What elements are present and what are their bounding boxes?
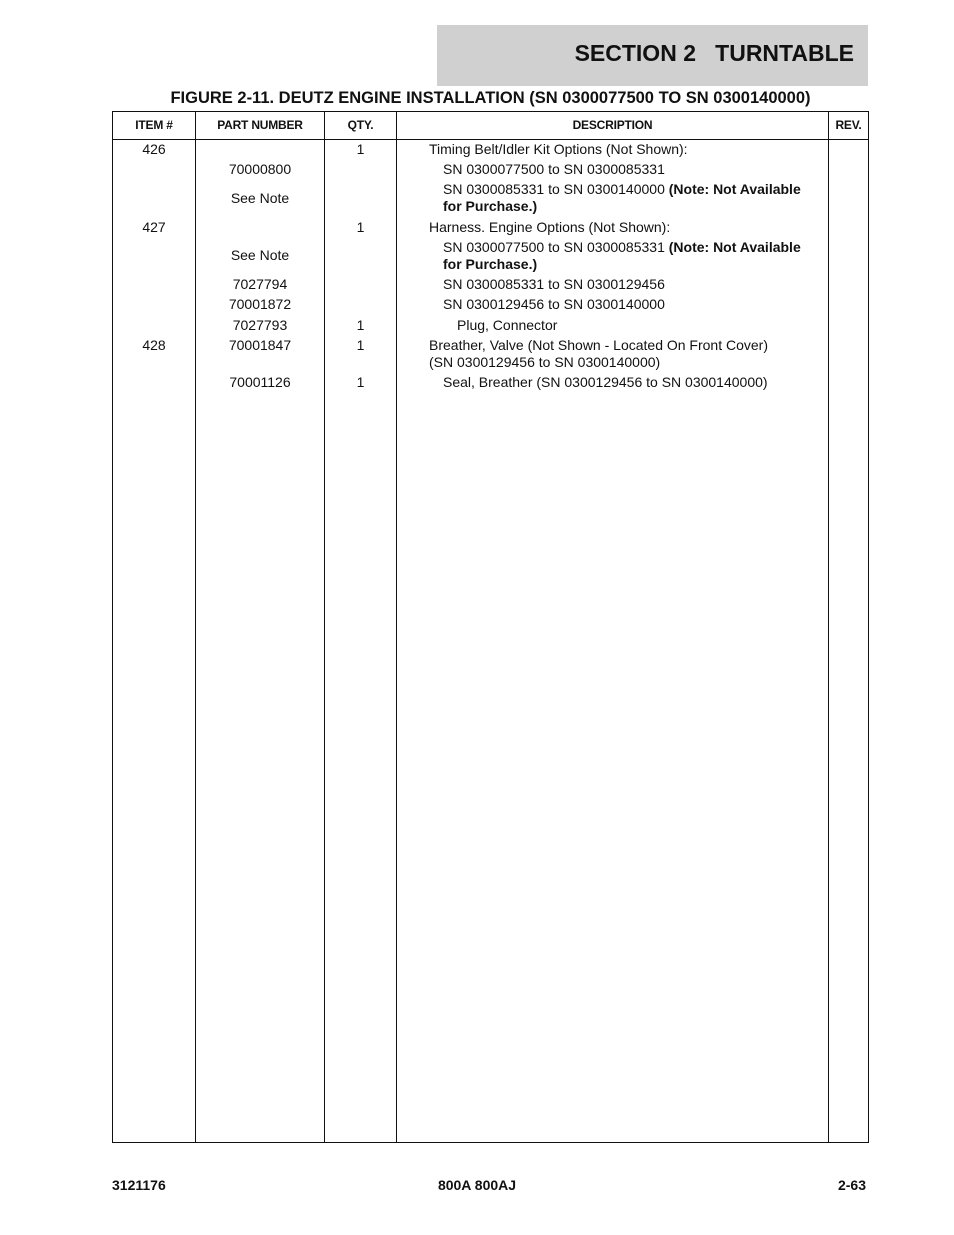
part-number: 7027793 xyxy=(232,317,288,333)
quantity: 1 xyxy=(356,317,365,333)
description-note: (Note: Not Available for Purchase.) xyxy=(443,181,801,214)
column-divider xyxy=(195,112,196,1142)
description-note: (Note: Not Available for Purchase.) xyxy=(443,239,801,272)
footer-page-number: 2-63 xyxy=(837,1177,866,1193)
description: SN 0300129456 to SN 0300140000 xyxy=(443,296,665,312)
quantity: 1 xyxy=(356,141,365,157)
description: SN 0300085331 to SN 0300129456 xyxy=(443,276,665,292)
part-number: See Note xyxy=(230,190,290,206)
column-divider xyxy=(828,112,829,1142)
part-number: 7027794 xyxy=(232,276,288,292)
section-header-band xyxy=(437,25,868,86)
column-header-description: DESCRIPTION xyxy=(572,118,653,132)
column-header-part-number: PART NUMBER xyxy=(217,118,303,132)
description-line: (SN 0300129456 to SN 0300140000) xyxy=(429,354,661,370)
header-divider xyxy=(113,139,868,140)
column-header-qty: QTY. xyxy=(347,118,374,132)
part-number: 70001126 xyxy=(229,374,291,390)
part-number: 70001872 xyxy=(228,296,292,312)
column-header-rev: REV. xyxy=(835,118,862,132)
quantity: 1 xyxy=(356,337,365,353)
quantity: 1 xyxy=(356,219,365,235)
item-number: 427 xyxy=(142,219,166,235)
item-number: 428 xyxy=(142,337,166,353)
footer-model: 800A 800AJ xyxy=(437,1177,517,1193)
column-header-item: ITEM # xyxy=(135,118,173,132)
description: Harness. Engine Options (Not Shown): xyxy=(429,219,671,235)
column-divider xyxy=(396,112,397,1142)
footer-doc-number: 3121176 xyxy=(112,1177,166,1193)
figure-title: FIGURE 2-11. DEUTZ ENGINE INSTALLATION (SN 0300077500 TO SN 0300140000) xyxy=(170,89,811,107)
parts-table xyxy=(112,111,869,1143)
description-text: SN 0300077500 to SN 0300085331 xyxy=(443,239,669,255)
description-line: Breather, Valve (Not Shown - Located On Front Cover) xyxy=(429,337,769,353)
description xyxy=(429,337,819,371)
section-title: SECTION 2 TURNTABLE xyxy=(574,40,854,66)
part-number: 70001847 xyxy=(228,337,292,353)
item-number: 426 xyxy=(142,141,166,157)
description xyxy=(443,181,823,215)
description-text: SN 0300085331 to SN 0300140000 xyxy=(443,181,669,197)
description: Plug, Connector xyxy=(457,317,558,333)
description: Seal, Breather (SN 0300129456 to SN 0300140000) xyxy=(443,374,768,390)
part-number: See Note xyxy=(230,247,290,263)
description: SN 0300077500 to SN 0300085331 xyxy=(443,161,665,177)
column-divider xyxy=(324,112,325,1142)
description xyxy=(443,239,823,273)
quantity: 1 xyxy=(356,374,365,390)
description: Timing Belt/Idler Kit Options (Not Shown): xyxy=(429,141,688,157)
part-number: 70000800 xyxy=(228,161,292,177)
